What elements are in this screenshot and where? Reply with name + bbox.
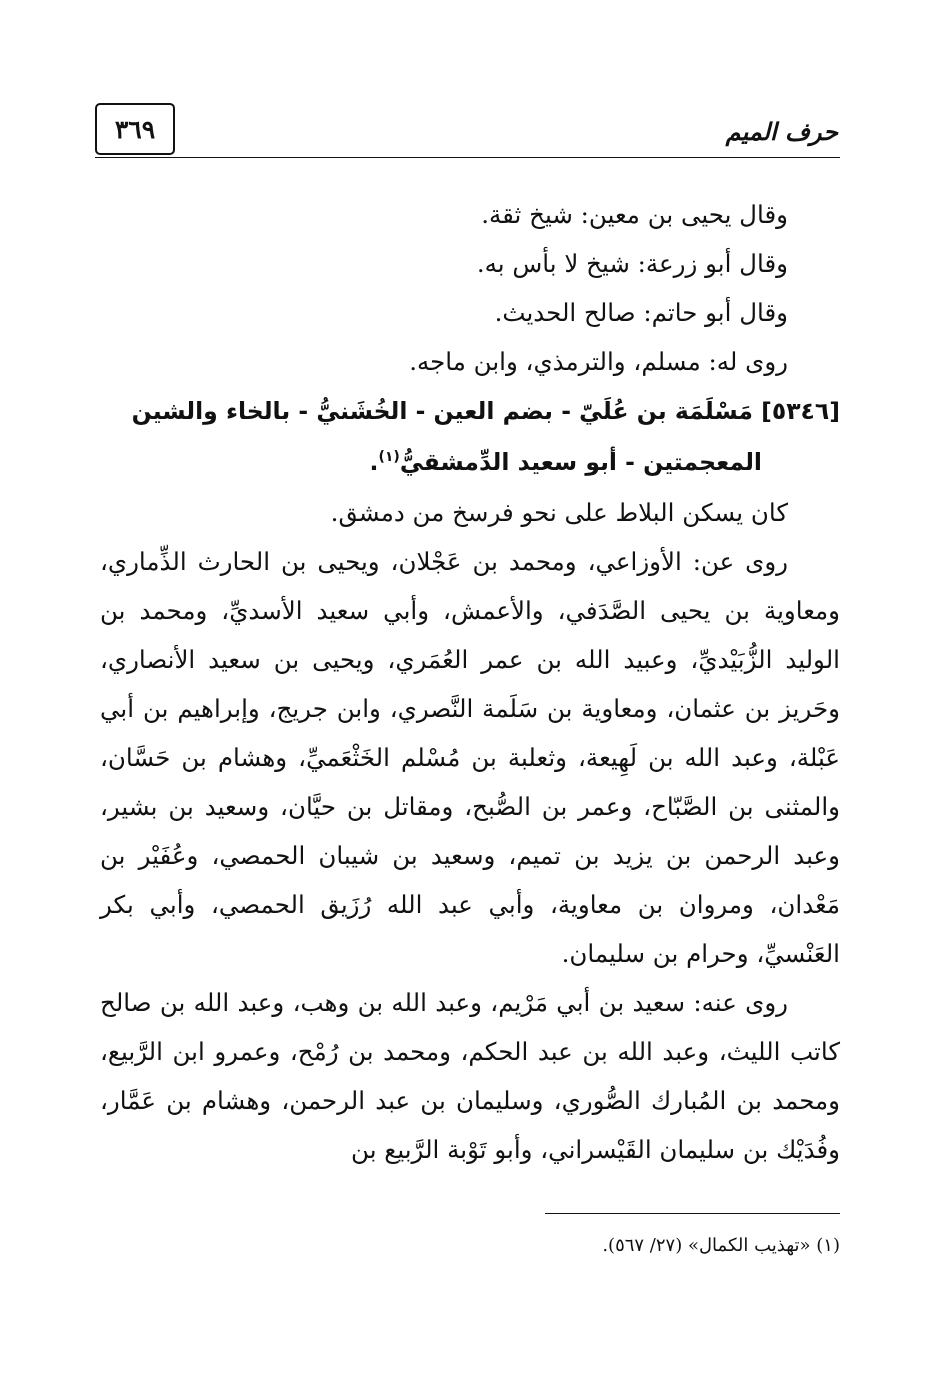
text-line: وقال أبو حاتم: صالح الحديث. <box>494 298 788 327</box>
page-number-box <box>95 103 175 155</box>
narrated-by-paragraph: روى عنه: سعيد بن أبي مَرْيم، وعبد الله بن وهب، وعبد الله بن صالح كاتب الليث، وعبد الله بن عبد الحكم، ومحمد بن رُمْح، وعمرو ابن الرَّبيع، ومحمد بن المُبارك الصُّوري، وسليمان بن عبد الرحمن، وهشام بن عَمَّار، وفُدَيْك بن سليمان القَيْسراني، وأبو تَوْبة الرَّبيع بن <box>100 988 840 1164</box>
text-line: روى له: مسلم، والترمذي، وابن ماجه. <box>409 347 788 376</box>
entry-heading-line <box>100 437 840 488</box>
text-line: وقال أبو زرعة: شيخ لا بأس به. <box>476 249 788 278</box>
running-title: حرف الميم <box>725 117 838 146</box>
footnote: (١) «تهذيب الكمال» (٢٧/ ٥٦٧). <box>602 1235 840 1256</box>
main-text <box>100 190 840 1174</box>
text-line: وقال يحيى بن معين: شيخ ثقة. <box>481 200 788 229</box>
entry-heading-end: . <box>369 448 379 476</box>
residence-paragraph: كان يسكن البلاط على نحو فرسخ من دمشق. <box>330 498 788 527</box>
footnote-rule <box>545 1213 840 1214</box>
header-rule <box>95 157 840 158</box>
entry-heading-line: [٥٣٤٦] مَسْلَمَة بن عُلَيّ - بضم العين - الخُشَنيُّ - بالخاء والشين <box>131 397 840 425</box>
page-header <box>95 103 840 159</box>
footnote-marker: (١) <box>378 449 400 466</box>
entry-heading <box>100 386 840 488</box>
entry-heading-text: المعجمتين - أبو سعيد الدِّمشقيُّ <box>399 448 762 476</box>
page-number: ٣٦٩ <box>114 114 156 144</box>
narrated-from-paragraph: روى عن: الأوزاعي، ومحمد بن عَجْلان، ويحيى بن الحارث الذِّماري، ومعاوية بن يحيى الصَّدَفي، والأعمش، وأبي سعيد الأسديِّ، ومحمد بن الوليد الزُّبَيْديِّ، وعبيد الله بن عمر العُمَري، ويحيى بن سعيد الأنصاري، وحَريز بن عثمان، ومعاوية بن سَلَمة النَّصري، وابن جريج، وإبراهيم بن أبي عَبْلة، وعبد الله بن لَهِيعة، وثعلبة بن مُسْلم الخَثْعَميِّ، وهشام بن حَسَّان، والمثنى بن الصَّبّاح، وعمر بن الصُّبح، ومقاتل بن حيَّان، وسعيد بن بشير، وعبد الرحمن بن يزيد بن تميم، وسعيد بن شيبان الحمصي، وعُفَيْر بن مَعْدان، ومروان بن معاوية، وأبي عبد الله رُزَيق الحمصي، وأبي بكر العَنْسيِّ، وحرام بن سليمان. <box>100 547 841 968</box>
